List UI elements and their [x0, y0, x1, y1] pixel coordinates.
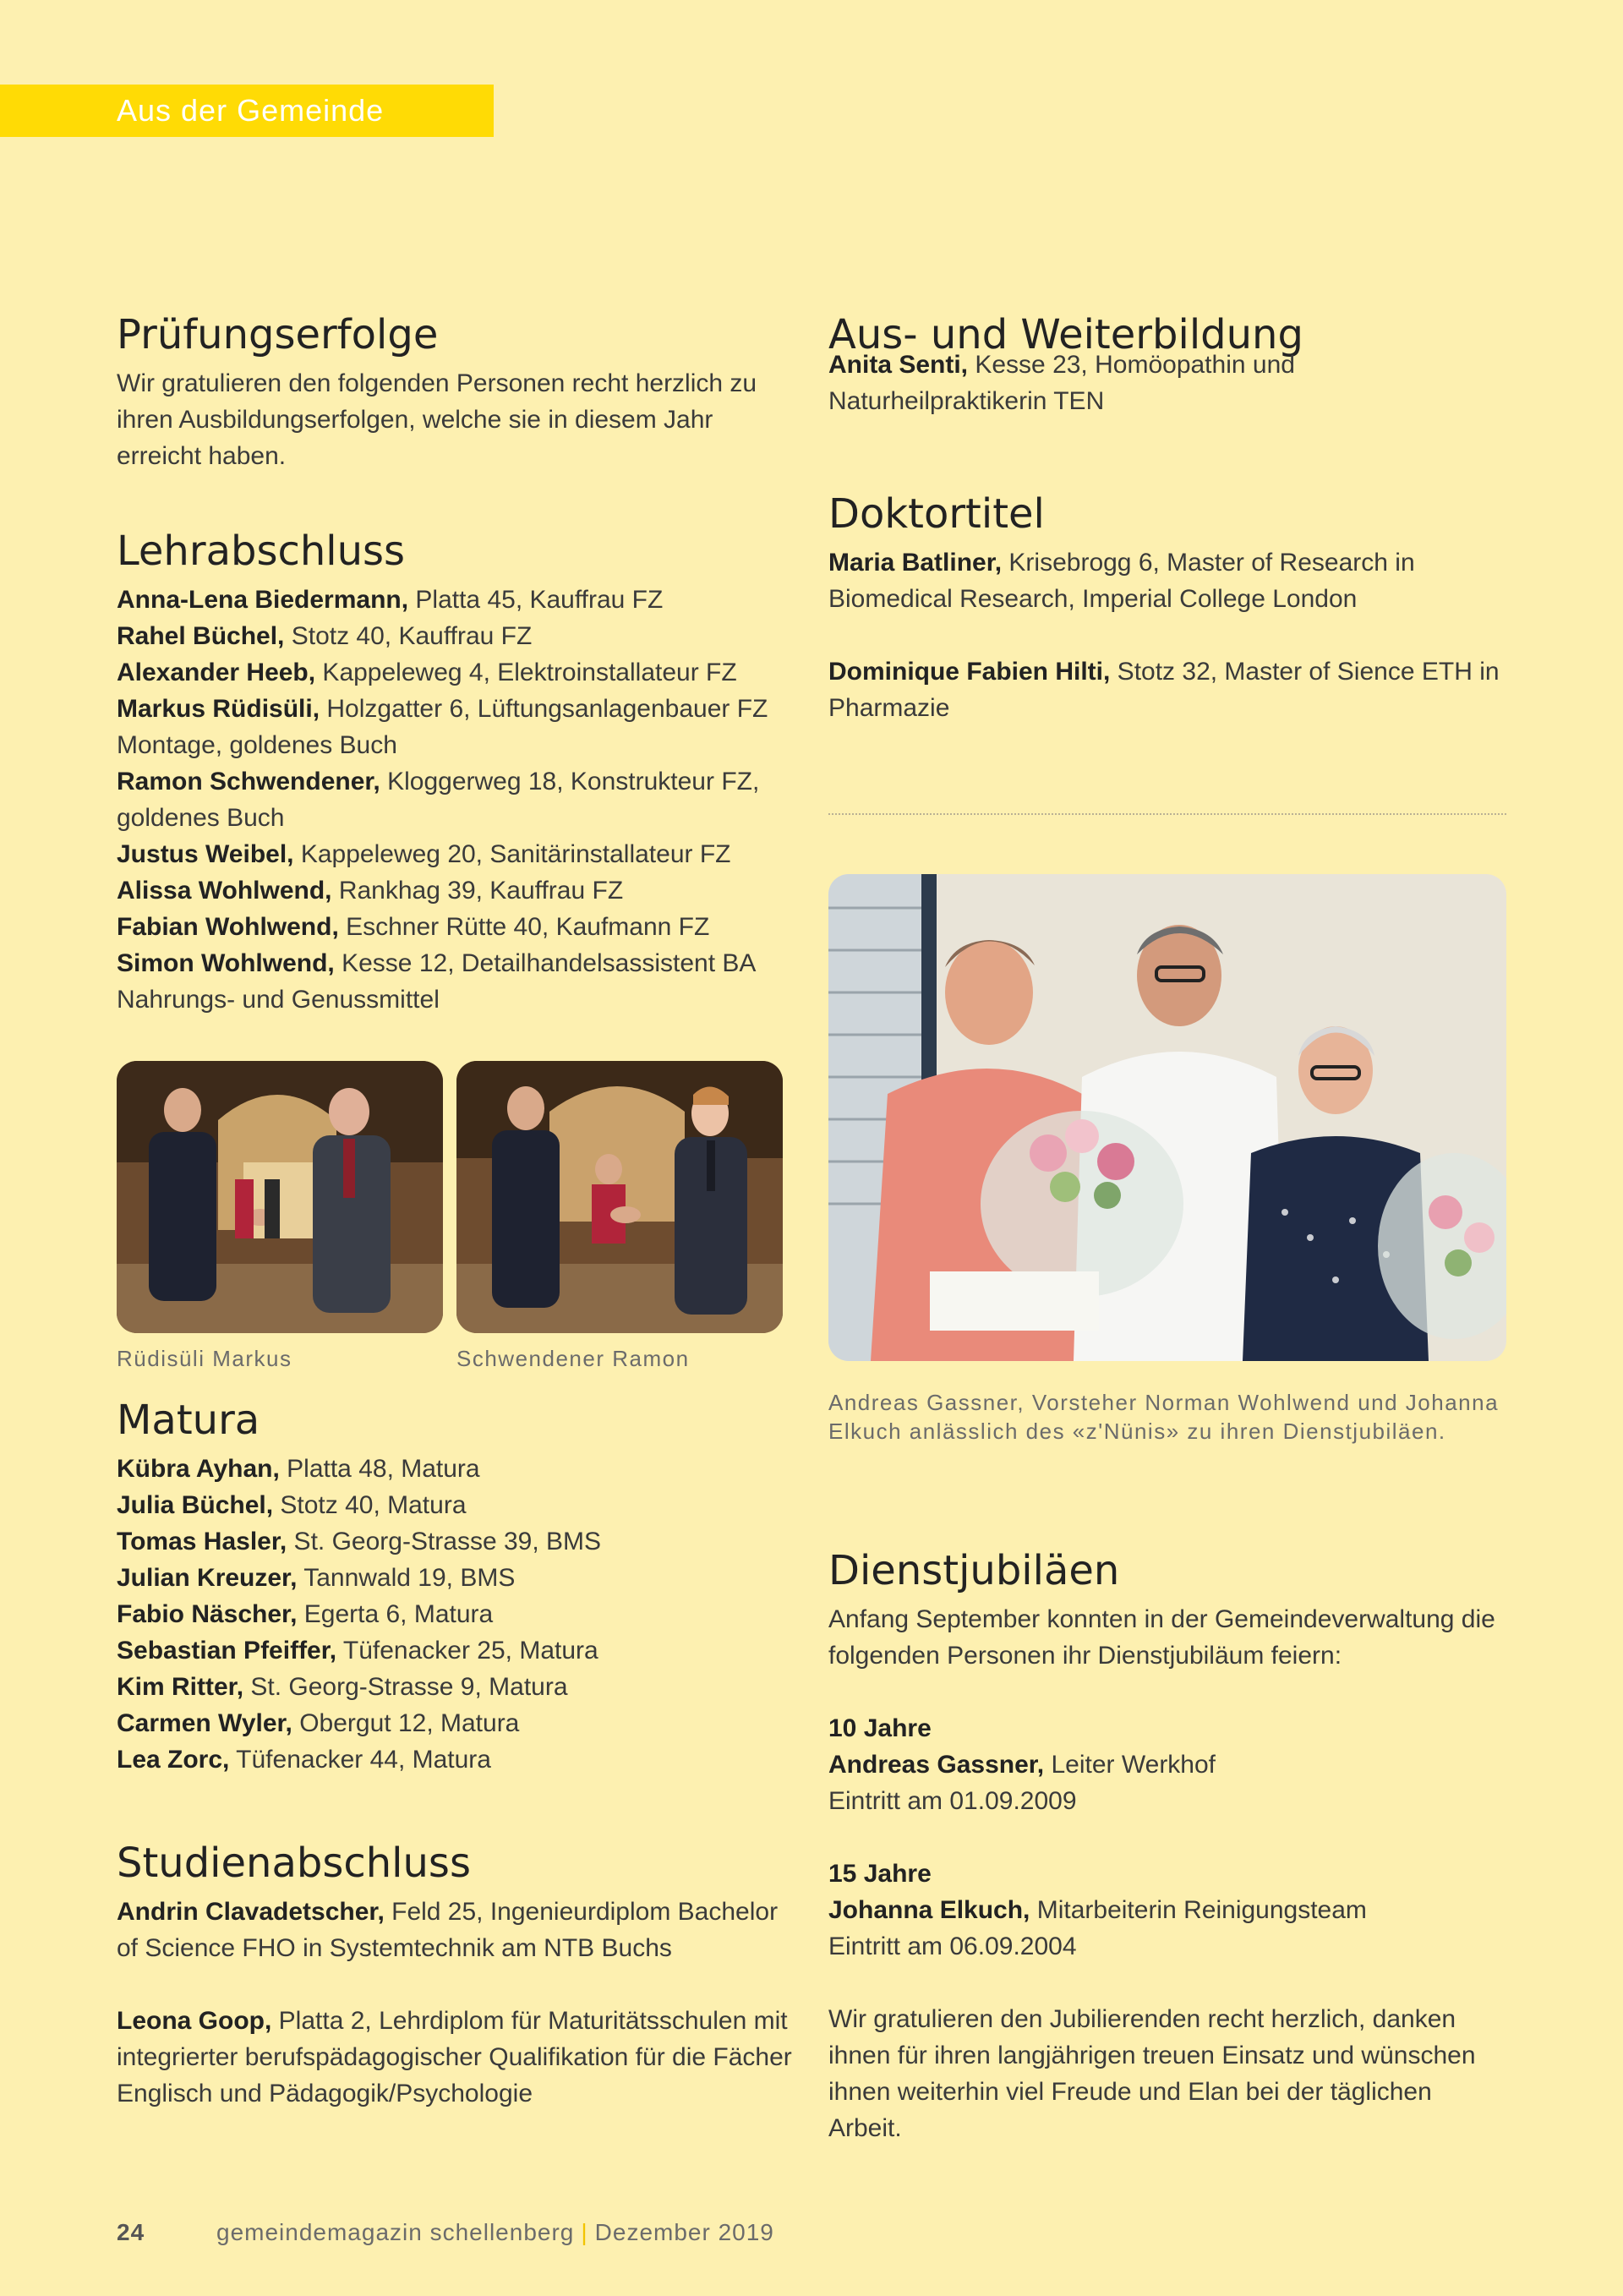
list-item: [117, 618, 793, 654]
list-item: [117, 872, 793, 909]
dienstjubilaeen-heading: Dienstjubiläen: [828, 1547, 1120, 1594]
entry-name: Ramon Schwendener,: [117, 768, 380, 795]
entry-details: Kloggerweg 18, Konstrukteur FZ, goldenes Buch: [117, 768, 760, 832]
entry-name: Anita Senti,: [828, 351, 969, 379]
entry-details: Leiter Werkhof: [1044, 1751, 1216, 1779]
jubilaeum-15-date: Eintritt am 06.09.2004: [828, 1932, 1077, 1960]
entry-details: Platta 48, Matura: [279, 1455, 480, 1483]
entry-details: Stotz 40, Matura: [273, 1491, 467, 1519]
photo-ruedisueli-handshake: [117, 1061, 443, 1333]
list-item: [117, 909, 793, 945]
entry-details: Egerta 6, Matura: [297, 1600, 494, 1628]
entry-name: Justus Weibel,: [117, 840, 294, 868]
entry-name: Markus Rüdisüli,: [117, 695, 320, 723]
entry-details: Tannwald 19, BMS: [297, 1564, 516, 1592]
entry-details: Obergut 12, Matura: [292, 1709, 520, 1737]
pruefungserfolge-section: [117, 309, 793, 474]
doktortitel-heading: Doktortitel: [828, 490, 1045, 538]
list-item: [117, 691, 793, 763]
jubilaeum-15-entry: [828, 1892, 1506, 1928]
list-item: [117, 1596, 793, 1632]
caption-photo-schwendener: Schwendener Ramon: [456, 1346, 690, 1371]
list-item: [117, 1669, 793, 1705]
list-item: [117, 945, 793, 1018]
entry-details: Kappeleweg 4, Elektroinstallateur FZ: [315, 659, 737, 686]
entry-details: Rankhag 39, Kauffrau FZ: [331, 877, 624, 905]
aus-weiterbildung-heading: Aus- und Weiterbildung: [828, 311, 1303, 358]
list-item: [117, 836, 793, 872]
studienabschluss-heading: Studienabschluss: [117, 1840, 471, 1887]
list-item: [117, 582, 793, 618]
footer-separator: |: [581, 2219, 588, 2245]
entry-name: Dominique Fabien Hilti,: [828, 658, 1111, 686]
caption-dienstjubilaeum-photo: Andreas Gassner, Vorsteher Norman Wohlwend und Johanna Elkuch anlässlich des «z'Nünis» zu ihren Dienstjubiläen.: [828, 1390, 1500, 1444]
entry-name: Andrin Clavadetscher,: [117, 1898, 385, 1926]
list-item: [117, 763, 793, 836]
list-item: [117, 1741, 793, 1778]
entry-name: Sebastian Pfeiffer,: [117, 1637, 337, 1665]
page-number: 24: [117, 2219, 145, 2245]
entry-details: Holzgatter 6, Lüftungsanlagenbauer FZ Montage, goldenes Buch: [117, 695, 768, 759]
entry-name: Carmen Wyler,: [117, 1709, 292, 1737]
entry-details: Feld 25, Ingenieurdiplom Bachelor of Science FHO in Systemtechnik am NTB Buchs: [117, 1898, 779, 1962]
lehrabschluss-section: [117, 526, 793, 1018]
list-item: [117, 654, 793, 691]
issue-date: Dezember 2019: [594, 2219, 774, 2245]
entry-name: Julian Kreuzer,: [117, 1564, 298, 1592]
entry-name: Lea Zorc,: [117, 1746, 230, 1774]
entry-name: Rahel Büchel,: [117, 622, 285, 650]
entry-name: Alexander Heeb,: [117, 659, 316, 686]
aus-weiterbildung-section: [828, 309, 1506, 419]
entry-name: Julia Büchel,: [117, 1491, 274, 1519]
entry-name: Kim Ritter,: [117, 1673, 244, 1701]
entry-name: Alissa Wohlwend,: [117, 877, 332, 905]
entry-details: Kappeleweg 20, Sanitärinstallateur FZ: [293, 840, 731, 868]
jubilaeum-15-label: [828, 1856, 1506, 1892]
entry-details: Stotz 40, Kauffrau FZ: [284, 622, 533, 650]
entry-details: Kesse 23, Homöopathin und Naturheilpraktikerin TEN: [828, 351, 1295, 415]
caption-photo-ruedisueli: Rüdisüli Markus: [117, 1346, 292, 1371]
page-footer: [117, 2219, 1623, 2253]
jubilaeum-10-label: [828, 1710, 1506, 1747]
studienabschluss-section: [117, 1838, 793, 2112]
dienstjubilaeen-section: [828, 1545, 1506, 2146]
jubilaeum-years: 15 Jahre: [828, 1860, 932, 1888]
entry-details: Kesse 12, Detailhandelsassistent BA Nahrungs- und Genussmittel: [117, 949, 755, 1014]
dienstjubilaeen-closing: Wir gratulieren den Jubilierenden recht herzlich, danken ihnen für ihren langjährigen treuen Einsatz und wünschen ihnen weiterhin viel Freude und Elan bei der täglichen Arbeit.: [828, 2005, 1476, 2142]
jubilaeum-10-entry: [828, 1747, 1506, 1783]
entry-name: Kübra Ayhan,: [117, 1455, 280, 1483]
entry-name: Andreas Gassner,: [828, 1751, 1045, 1779]
dienstjubilaeen-intro: Anfang September konnten in der Gemeindeverwaltung die folgenden Personen ihr Dienstjubiläum feiern:: [828, 1605, 1495, 1670]
magazine-title: gemeindemagazin schellenberg: [216, 2219, 575, 2245]
entry-details: Mitarbeiterin Reinigungsteam: [1030, 1896, 1367, 1924]
list-item: [117, 1560, 793, 1596]
jubilaeum-10-date: Eintritt am 01.09.2009: [828, 1787, 1077, 1815]
photo-schwendener-handshake: [456, 1061, 783, 1333]
entry-name: Tomas Hasler,: [117, 1528, 287, 1555]
section-divider: [828, 813, 1506, 815]
pruefungserfolge-heading: Prüfungserfolge: [117, 311, 439, 358]
entry-details: Eschner Rütte 40, Kaufmann FZ: [338, 913, 710, 941]
lehrabschluss-heading: Lehrabschluss: [117, 528, 406, 575]
list-item: [117, 1705, 793, 1741]
entry-details: St. Georg-Strasse 39, BMS: [287, 1528, 602, 1555]
list-item: [117, 1632, 793, 1669]
doktortitel-entry: [828, 544, 1506, 617]
photo-dienstjubilaeum-group: [828, 874, 1506, 1361]
entry-details: Platta 2, Lehrdiplom für Maturitätsschulen mit integrierter berufspädagogischer Qualifikation für die Fächer Englisch und Pädagogik/Psychologie: [117, 2007, 792, 2107]
entry-details: Stotz 32, Master of Sience ETH in Pharmazie: [828, 658, 1500, 722]
matura-section: [117, 1395, 793, 1778]
entry-name: Johanna Elkuch,: [828, 1896, 1030, 1924]
entry-name: Fabian Wohlwend,: [117, 913, 339, 941]
entry-name: Fabio Näscher,: [117, 1600, 298, 1628]
list-item: [117, 1487, 793, 1523]
magazine-info: [216, 2219, 774, 2246]
entry-details: Tüfenacker 44, Matura: [229, 1746, 491, 1774]
jubilaeum-years: 10 Jahre: [828, 1714, 932, 1742]
pruefungserfolge-intro: Wir gratulieren den folgenden Personen recht herzlich zu ihren Ausbildungserfolgen, welche sie in diesem Jahr erreicht haben.: [117, 369, 757, 470]
doktortitel-entry: [828, 653, 1506, 726]
entry-name: Leona Goop,: [117, 2007, 272, 2035]
doktortitel-section: [828, 489, 1506, 726]
studienabschluss-entry: [117, 1894, 793, 1966]
entry-details: Tüfenacker 25, Matura: [336, 1637, 598, 1665]
studienabschluss-entry: [117, 2003, 793, 2112]
entry-details: Platta 45, Kauffrau FZ: [408, 586, 664, 614]
matura-list: [117, 1451, 793, 1778]
aus-weiterbildung-entry: [828, 347, 1506, 419]
entry-details: St. Georg-Strasse 9, Matura: [243, 1673, 568, 1701]
section-label: Aus der Gemeinde: [0, 85, 494, 137]
entry-name: Maria Batliner,: [828, 549, 1003, 577]
entry-details: Krisebrogg 6, Master of Research in Biomedical Research, Imperial College London: [828, 549, 1415, 613]
lehrabschluss-list: [117, 582, 793, 1018]
entry-name: Anna-Lena Biedermann,: [117, 586, 409, 614]
list-item: [117, 1523, 793, 1560]
list-item: [117, 1451, 793, 1487]
entry-name: Simon Wohlwend,: [117, 949, 335, 977]
matura-heading: Matura: [117, 1397, 260, 1444]
